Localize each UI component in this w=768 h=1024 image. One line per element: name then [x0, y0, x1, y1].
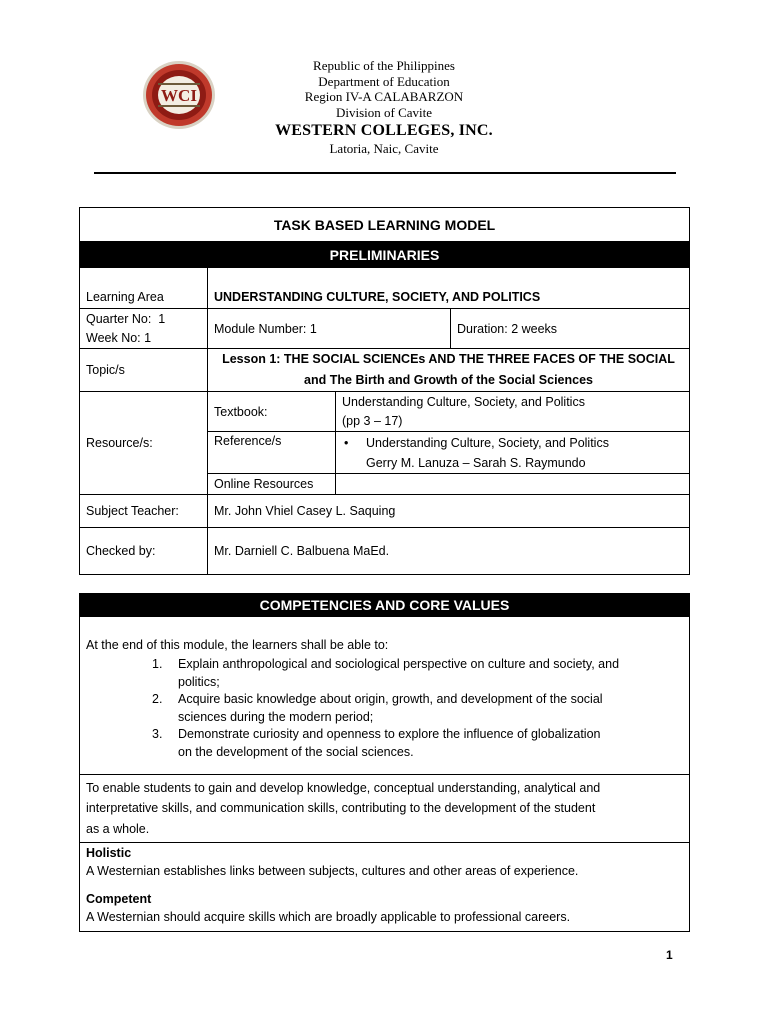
competent-text: A Westernian should acquire skills which are broadly applicable to professional careers. [86, 910, 571, 924]
learning-area-value: UNDERSTANDING CULTURE, SOCIETY, AND POLITICS [208, 268, 690, 309]
online-resources-label: Online Resources [208, 474, 336, 495]
core-values-cell [80, 843, 690, 932]
item-text-line: politics; [178, 674, 220, 689]
logo-letters: WCI [161, 86, 197, 105]
topic-label: Topic/s [80, 349, 208, 392]
textbook-pages: (pp 3 – 17) [342, 413, 403, 428]
holistic-text: A Westernian establishes links between subjects, cultures and other areas of experience. [86, 864, 579, 878]
competencies-list [86, 656, 683, 761]
header-region: Region IV-A CALABARZON [304, 89, 464, 104]
competencies-cell [80, 617, 690, 775]
reference-label: Reference/s [208, 432, 336, 474]
checked-by-value: Mr. Darniell C. Balbuena MaEd. [208, 528, 690, 575]
competent-title: Competent [86, 892, 152, 906]
quarter-week-cell [80, 309, 208, 349]
competencies-intro: At the end of this module, the learners shall be able to: [86, 638, 389, 652]
header-republic: Republic of the Philippines [313, 58, 455, 73]
goal-cell [80, 775, 690, 843]
topic-value [208, 349, 690, 392]
item-text-line: Demonstrate curiosity and openness to explore the influence of globalization [178, 727, 601, 741]
header-department: Department of Education [318, 73, 450, 89]
page-number: 1 [666, 948, 673, 962]
reference-title: Understanding Culture, Society, and Politics [366, 435, 609, 450]
item-text-line: sciences during the modern period; [178, 709, 374, 724]
week-label: Week No: 1 [86, 330, 152, 345]
goal-line-2: interpretative skills, and communication skills, contributing to the development of the student [86, 801, 596, 816]
header-divider [94, 172, 676, 174]
module-number: Module Number: 1 [208, 309, 451, 349]
list-item [86, 656, 683, 691]
quarter-label: Quarter No: 1 [86, 311, 166, 326]
list-item [86, 726, 683, 761]
preliminaries-bar: PRELIMINARIES [80, 242, 690, 268]
college-name: WESTERN COLLEGES, INC. [275, 122, 493, 139]
reference-value [336, 432, 690, 474]
holistic-title: Holistic [86, 846, 132, 860]
subject-teacher-label: Subject Teacher: [80, 495, 208, 528]
subject-teacher-value: Mr. John Vhiel Casey L. Saquing [208, 495, 690, 528]
learning-area-label: Learning Area [80, 268, 208, 309]
topic-line-2: and The Birth and Growth of the Social Sciences [304, 373, 593, 387]
task-based-title: TASK BASED LEARNING MODEL [80, 208, 690, 242]
textbook-title: Understanding Culture, Society, and Politics [342, 394, 585, 409]
resources-label: Resource/s: [80, 392, 208, 495]
textbook-label: Textbook: [208, 392, 336, 432]
item-number: 2. [152, 692, 163, 706]
list-item [86, 691, 683, 726]
goal-line-1: To enable students to gain and develop knowledge, conceptual understanding, analytical and [86, 780, 601, 795]
reference-authors: Gerry M. Lanuza – Sarah S. Raymundo [366, 455, 586, 470]
header-division: Division of Cavite [335, 104, 433, 120]
college-address: Latoria, Naic, Cavite [329, 141, 439, 156]
item-number: 1. [152, 657, 163, 671]
duration: Duration: 2 weeks [451, 309, 690, 349]
letterhead [0, 58, 768, 157]
item-number: 3. [152, 727, 163, 741]
item-text-line: Acquire basic knowledge about origin, growth, and development of the social [178, 692, 603, 706]
goal-line-3: as a whole. [86, 821, 150, 836]
competencies-bar: COMPETENCIES AND CORE VALUES [80, 594, 690, 617]
checked-by-label: Checked by: [80, 528, 208, 575]
topic-line-1: Lesson 1: THE SOCIAL SCIENCEs AND THE THREE FACES OF THE SOCIAL [222, 352, 675, 366]
item-text-line: Explain anthropological and sociological perspective on culture and society, and [178, 657, 620, 671]
competencies-table [79, 593, 690, 932]
online-resources-value [336, 474, 690, 495]
textbook-value [336, 392, 690, 432]
item-text-line: on the development of the social sciences. [178, 744, 414, 759]
preliminaries-table [79, 207, 690, 575]
reference-bullet: • [344, 435, 349, 450]
